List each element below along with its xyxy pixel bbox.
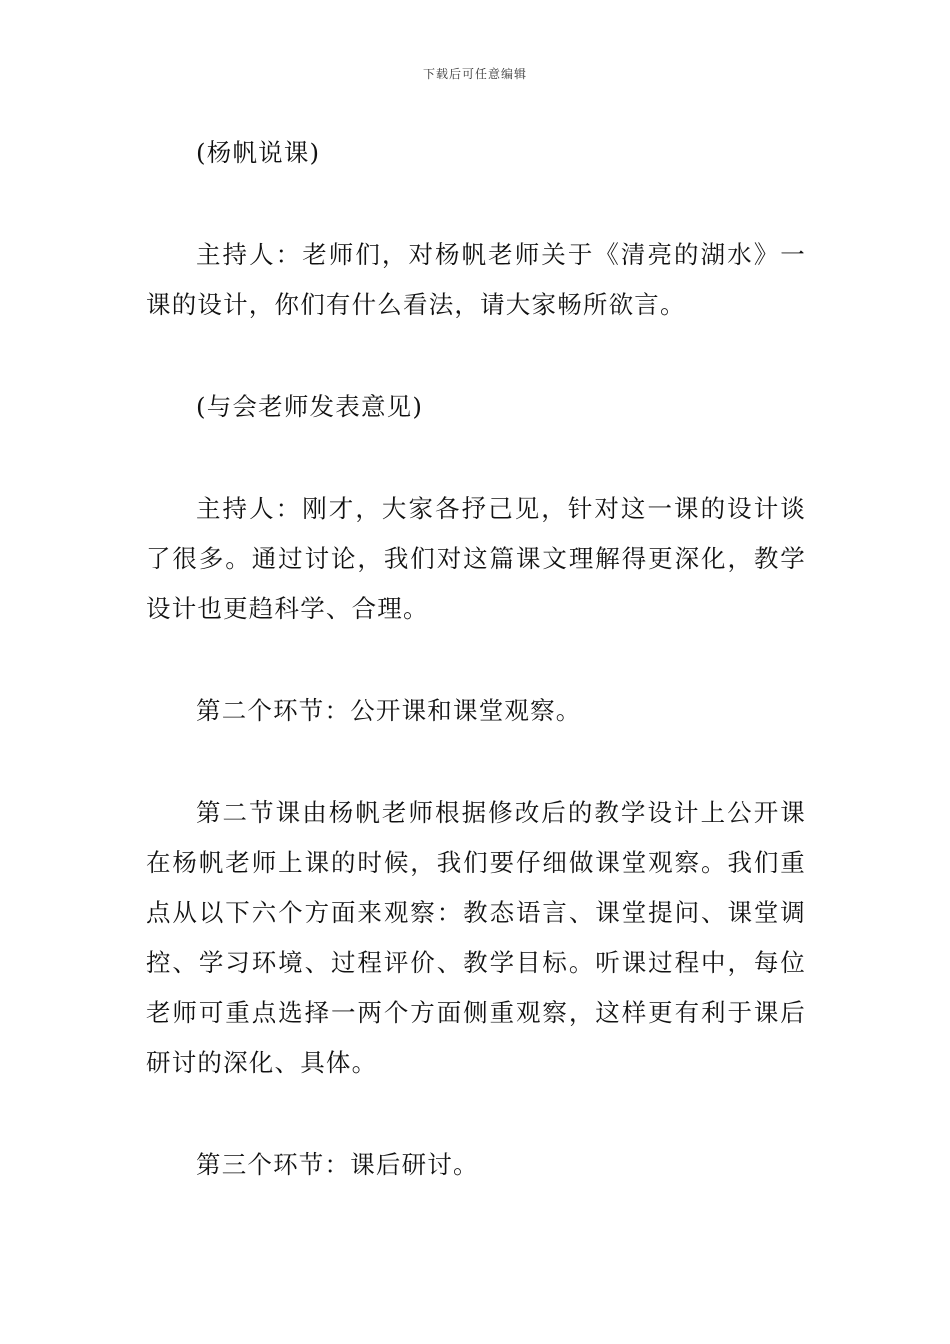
paragraph-observation-details: 第二节课由杨帆老师根据修改后的教学设计上公开课在杨帆老师上课的时候，我们要仔细做课堂观察。我们重点从以下六个方面来观察：教态语言、课堂提问、课堂调控、学习环境、过程评价、教学目标。听课过程中，每位老师可重点选择一两个方面侧重观察，这样更有利于课后研讨的深化、具体。 <box>146 798 806 1077</box>
page-header: 下载后可任意编辑 <box>422 67 527 81</box>
document-body <box>146 128 806 1242</box>
paragraph-host-invitation: 主持人：老师们，对杨帆老师关于《清亮的湖水》一课的设计，你们有什么看法，请大家畅所欲言。 <box>146 240 806 319</box>
paragraph-section-three-heading: 第三个环节：课后研讨。 <box>196 1150 479 1179</box>
paragraph-presentation-note: (杨帆说课) <box>196 138 321 167</box>
paragraph-host-summary: 主持人：刚才，大家各抒己见，针对这一课的设计谈了很多。通过讨论，我们对这篇课文理解得更深化，教学设计也更趋科学、合理。 <box>146 494 806 623</box>
paragraph-teachers-comment-note: (与会老师发表意见) <box>196 392 424 421</box>
paragraph-section-two-heading: 第二个环节：公开课和课堂观察。 <box>196 696 582 725</box>
